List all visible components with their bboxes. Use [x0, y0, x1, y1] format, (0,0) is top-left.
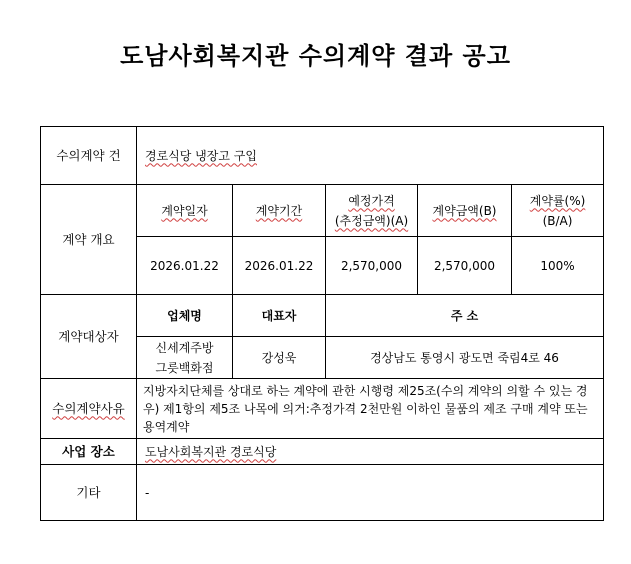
contract-item-text: 경로식당 냉장고 구입 [145, 148, 257, 163]
header-estimate [326, 185, 418, 237]
etc-label: 기타 [41, 465, 137, 521]
header-company: 업체명 [137, 295, 233, 337]
reason-label [41, 379, 137, 439]
place-value [137, 439, 604, 465]
header-contract-period-text: 계약기간 [255, 203, 303, 218]
reason-label-text: 수의계약사유 [52, 400, 125, 416]
overview-label: 계약 개요 [41, 185, 137, 295]
overview-header-row [41, 185, 604, 237]
header-contract-amount-text: 계약금액(B) [432, 203, 497, 218]
value-contract-date: 2026.01.22 [137, 237, 233, 295]
header-estimate-line1: 예정가격 [348, 193, 395, 208]
reason-text: 지방자치단체를 상대로 하는 계약에 관한 시행령 제25조(수의 계약의 의할 수 있는 경우) 제1항의 제5조 나목에 의거:추정가격 2천만원 이하인 물품의 제조 구매 계약 또는 용역계약 [137, 379, 604, 439]
header-contract-period [233, 185, 326, 237]
value-contract-amount: 2,570,000 [418, 237, 512, 295]
header-contract-date [137, 185, 233, 237]
reason-row [41, 379, 604, 439]
header-contract-date-text: 계약일자 [161, 203, 208, 218]
contract-item-label: 수의계약 건 [41, 127, 137, 185]
header-estimate-line2: (추정금액)(A) [334, 213, 409, 228]
contract-result-table [40, 126, 604, 521]
contract-item-value [137, 127, 604, 185]
header-rate-line1: 계약률(%) [529, 193, 586, 208]
etc-row [41, 465, 604, 521]
value-estimate: 2,570,000 [326, 237, 418, 295]
etc-value: - [137, 465, 604, 521]
header-rate-line2: (B/A) [542, 213, 573, 228]
header-contract-rate [512, 185, 604, 237]
value-representative: 강성욱 [233, 337, 326, 379]
header-contract-amount [418, 185, 512, 237]
header-representative: 대표자 [233, 295, 326, 337]
value-company-line1: 신세계주방 [155, 340, 214, 355]
place-row [41, 439, 604, 465]
header-address: 주 소 [326, 295, 604, 337]
party-label: 계약대상자 [41, 295, 137, 379]
contract-item-row [41, 127, 604, 185]
party-header-row [41, 295, 604, 337]
value-contract-period: 2026.01.22 [233, 237, 326, 295]
value-contract-rate: 100% [512, 237, 604, 295]
page-title: 도남사회복지관 수의계약 결과 공고 [120, 42, 511, 70]
value-company [137, 337, 233, 379]
value-company-line2: 그릇백화점 [155, 360, 214, 375]
value-address: 경상남도 통영시 광도면 죽림4로 46 [326, 337, 604, 379]
place-label: 사업 장소 [41, 439, 137, 465]
place-value-text: 도남사회복지관 경로식당 [145, 444, 277, 459]
